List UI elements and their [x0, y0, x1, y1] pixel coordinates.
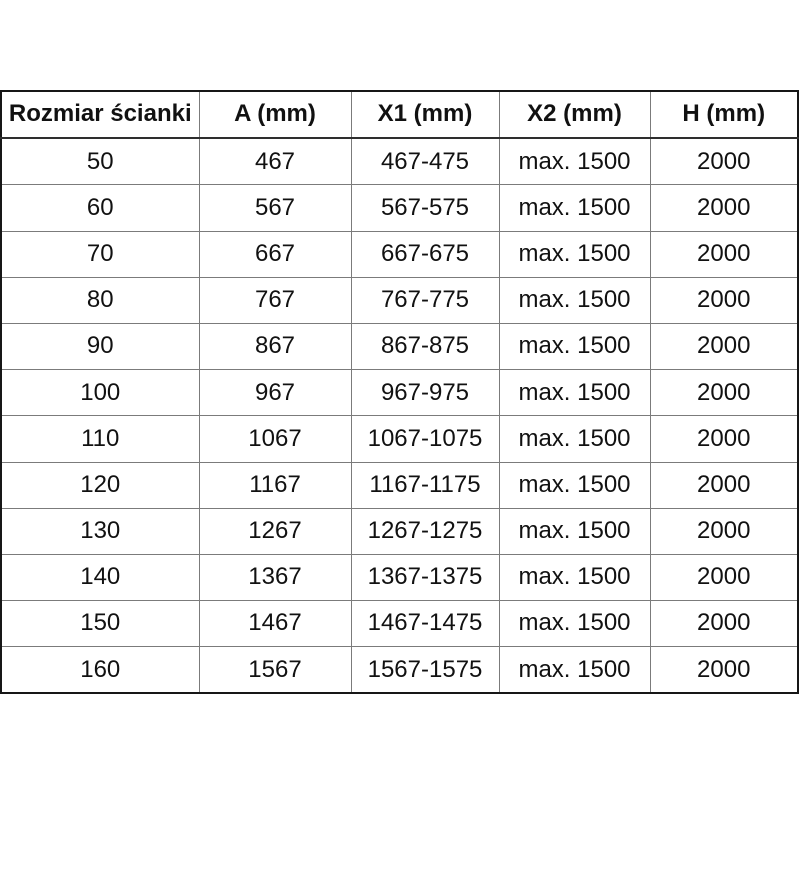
table-row — [1, 416, 798, 462]
cell-h-mm: 2000 — [650, 647, 798, 694]
cell-x2-mm: max. 1500 — [499, 185, 650, 231]
cell-rozmiar-scianki: 110 — [1, 416, 199, 462]
table-row — [1, 554, 798, 600]
cell-x1-mm: 1267-1275 — [351, 508, 499, 554]
cell-a-mm: 967 — [199, 370, 351, 416]
cell-a-mm: 1367 — [199, 554, 351, 600]
column-header-x1-mm: X1 (mm) — [351, 91, 499, 138]
cell-h-mm: 2000 — [650, 185, 798, 231]
column-header-rozmiar-scianki: Rozmiar ścianki — [1, 91, 199, 138]
table-row — [1, 185, 798, 231]
column-header-a-mm: A (mm) — [199, 91, 351, 138]
cell-x2-mm: max. 1500 — [499, 323, 650, 369]
cell-h-mm: 2000 — [650, 554, 798, 600]
cell-h-mm: 2000 — [650, 508, 798, 554]
cell-x1-mm: 967-975 — [351, 370, 499, 416]
cell-a-mm: 1267 — [199, 508, 351, 554]
cell-x1-mm: 567-575 — [351, 185, 499, 231]
cell-rozmiar-scianki: 80 — [1, 277, 199, 323]
cell-x2-mm: max. 1500 — [499, 416, 650, 462]
cell-a-mm: 567 — [199, 185, 351, 231]
cell-x1-mm: 867-875 — [351, 323, 499, 369]
cell-h-mm: 2000 — [650, 601, 798, 647]
spec-table-page — [0, 90, 800, 890]
cell-h-mm: 2000 — [650, 277, 798, 323]
cell-x1-mm: 1067-1075 — [351, 416, 499, 462]
cell-x1-mm: 667-675 — [351, 231, 499, 277]
table-row — [1, 323, 798, 369]
column-header-x2-mm: X2 (mm) — [499, 91, 650, 138]
header-row — [1, 91, 798, 138]
cell-a-mm: 1567 — [199, 647, 351, 694]
cell-h-mm: 2000 — [650, 323, 798, 369]
cell-a-mm: 667 — [199, 231, 351, 277]
table-row — [1, 231, 798, 277]
cell-x2-mm: max. 1500 — [499, 462, 650, 508]
cell-x1-mm: 467-475 — [351, 138, 499, 185]
table-row — [1, 647, 798, 694]
cell-rozmiar-scianki: 140 — [1, 554, 199, 600]
cell-a-mm: 1067 — [199, 416, 351, 462]
cell-x1-mm: 1167-1175 — [351, 462, 499, 508]
cell-x2-mm: max. 1500 — [499, 647, 650, 694]
cell-x2-mm: max. 1500 — [499, 277, 650, 323]
cell-x1-mm: 1467-1475 — [351, 601, 499, 647]
table-row — [1, 601, 798, 647]
cell-x2-mm: max. 1500 — [499, 231, 650, 277]
column-header-h-mm: H (mm) — [650, 91, 798, 138]
cell-a-mm: 767 — [199, 277, 351, 323]
table-row — [1, 370, 798, 416]
cell-h-mm: 2000 — [650, 416, 798, 462]
cell-rozmiar-scianki: 160 — [1, 647, 199, 694]
cell-rozmiar-scianki: 130 — [1, 508, 199, 554]
cell-rozmiar-scianki: 150 — [1, 601, 199, 647]
cell-h-mm: 2000 — [650, 370, 798, 416]
cell-a-mm: 467 — [199, 138, 351, 185]
cell-x2-mm: max. 1500 — [499, 138, 650, 185]
cell-rozmiar-scianki: 50 — [1, 138, 199, 185]
table-row — [1, 277, 798, 323]
table-row — [1, 508, 798, 554]
cell-x1-mm: 767-775 — [351, 277, 499, 323]
cell-h-mm: 2000 — [650, 138, 798, 185]
cell-rozmiar-scianki: 120 — [1, 462, 199, 508]
cell-h-mm: 2000 — [650, 462, 798, 508]
table-row — [1, 462, 798, 508]
cell-rozmiar-scianki: 70 — [1, 231, 199, 277]
cell-x2-mm: max. 1500 — [499, 508, 650, 554]
cell-x2-mm: max. 1500 — [499, 601, 650, 647]
cell-x1-mm: 1367-1375 — [351, 554, 499, 600]
cell-rozmiar-scianki: 60 — [1, 185, 199, 231]
table-row — [1, 138, 798, 185]
cell-a-mm: 1467 — [199, 601, 351, 647]
wall-size-spec-table — [0, 90, 799, 694]
cell-a-mm: 867 — [199, 323, 351, 369]
cell-x1-mm: 1567-1575 — [351, 647, 499, 694]
cell-h-mm: 2000 — [650, 231, 798, 277]
cell-rozmiar-scianki: 100 — [1, 370, 199, 416]
cell-x2-mm: max. 1500 — [499, 370, 650, 416]
cell-a-mm: 1167 — [199, 462, 351, 508]
cell-x2-mm: max. 1500 — [499, 554, 650, 600]
cell-rozmiar-scianki: 90 — [1, 323, 199, 369]
